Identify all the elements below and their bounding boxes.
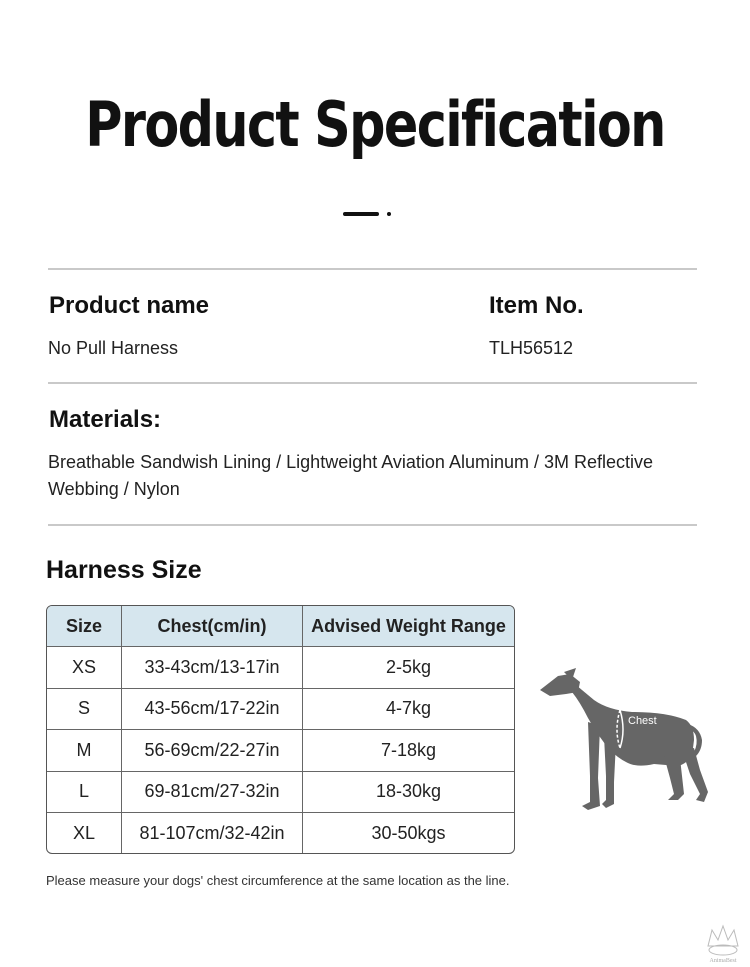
size-cell: M <box>47 730 122 772</box>
size-cell: XS <box>47 647 122 689</box>
watermark-text: AnimaBest <box>709 958 737 964</box>
divider-line <box>48 268 697 270</box>
size-table <box>46 605 515 854</box>
product-name-value: No Pull Harness <box>48 338 179 358</box>
harness-size-title: Harness Size <box>46 556 202 584</box>
table-row <box>47 689 514 731</box>
chest-cell: 43-56cm/17-22in <box>122 689 303 731</box>
chest-label: Chest <box>628 715 657 727</box>
header-chest: Chest(cm/in) <box>122 606 303 647</box>
crown-watermark-icon <box>700 920 746 964</box>
chest-cell: 81-107cm/32-42in <box>122 813 303 853</box>
weight-cell: 2-5kg <box>303 647 514 689</box>
weight-cell: 30-50kgs <box>371 822 446 843</box>
header-size: Size <box>47 606 122 647</box>
chest-cell: 69-81cm/27-32in <box>122 772 303 814</box>
size-cell: L <box>47 772 122 814</box>
weight-cell: 18-30kg <box>303 772 514 814</box>
table-row <box>47 813 514 853</box>
size-cell: XL <box>47 813 122 853</box>
size-cell: S <box>47 689 122 731</box>
chest-cell: 56-69cm/22-27in <box>122 730 303 772</box>
weight-cell: 7-18kg <box>303 730 514 772</box>
dog-silhouette-icon <box>536 666 716 816</box>
chest-cell: 33-43cm/13-17in <box>122 647 303 689</box>
page-title: Product Specification <box>85 88 665 161</box>
product-name-label: Product name <box>49 292 210 319</box>
divider-line <box>48 524 697 526</box>
materials-label: Materials: <box>49 406 162 433</box>
item-number-label: Item No. <box>489 292 584 319</box>
weight-cell: 4-7kg <box>303 689 514 731</box>
title-dot-divider <box>387 212 391 216</box>
materials-text: Breathable Sandwish Lining / Lightweight Aviation Aluminum / 3M Reflective Webbing / Nylon <box>48 452 654 499</box>
table-row <box>47 730 514 772</box>
footnote: Please measure your dogs' chest circumference at the same location as the line. <box>46 873 510 888</box>
size-table-header-row <box>47 606 514 647</box>
table-row <box>47 647 514 689</box>
item-number-value: TLH56512 <box>489 338 574 358</box>
table-row <box>47 772 514 814</box>
title-dash-divider <box>343 212 379 216</box>
divider-line <box>48 382 697 384</box>
header-weight: Advised Weight Range <box>303 606 514 647</box>
